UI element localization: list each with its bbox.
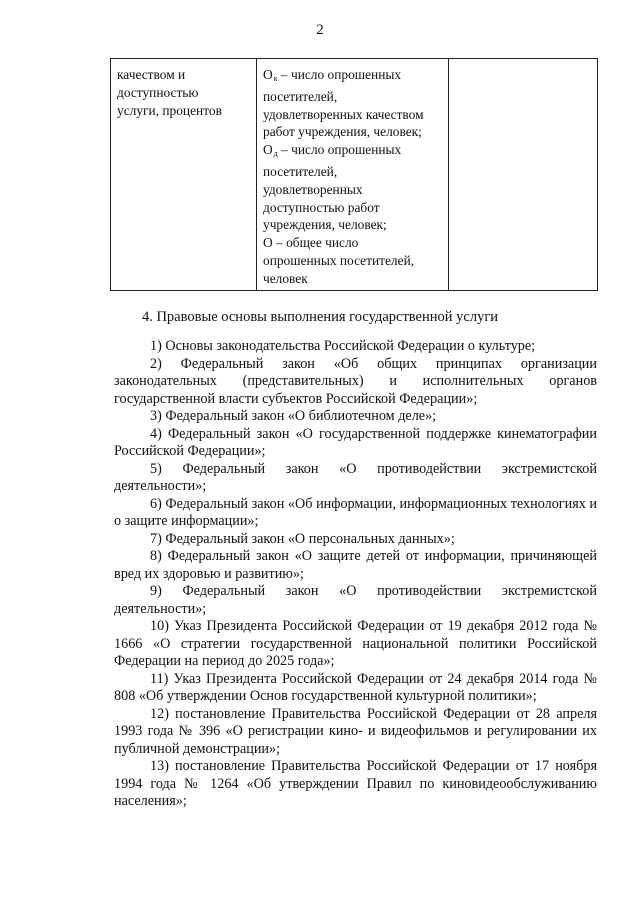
indicator-table xyxy=(110,58,598,291)
definition-text: – число опрошенных xyxy=(281,142,402,158)
symbol: О xyxy=(263,235,273,251)
symbol: О xyxy=(263,142,273,158)
definition-line: работ учреждения, человек; xyxy=(263,124,422,140)
definition-line: удовлетворенных качеством xyxy=(263,106,424,122)
definition-line xyxy=(263,234,443,252)
definition-line: опрошенных посетителей, xyxy=(263,252,415,268)
section-title: 4. Правовые основы выполнения государственной услуги xyxy=(141,309,499,325)
definition-ok xyxy=(263,66,443,141)
list-item: 8) Федеральный закон «О защите детей от информации, причиняющей вред их здоровью и развитию»; xyxy=(114,548,597,582)
indicator-name-cell xyxy=(111,59,257,291)
page-number: 2 xyxy=(316,22,324,38)
definition-od xyxy=(263,141,443,234)
list-item: 10) Указ Президента Российской Федерации от 19 декабря 2012 года № 1666 «О стратегии государственной национальной политики Российской Федерации на период до 2025 года»; xyxy=(114,618,597,669)
definition-line xyxy=(263,66,443,88)
formula-definitions-cell xyxy=(257,59,449,291)
symbol-subscript: д xyxy=(273,149,278,159)
symbol-subscript: к xyxy=(273,74,278,83)
definition-line: учреждения, человек; xyxy=(263,217,387,233)
definition-text: – общее число xyxy=(276,235,359,251)
legal-bases-list xyxy=(114,338,597,811)
list-item: 9) Федеральный закон «О противодействии экстремистской деятельности»; xyxy=(114,583,597,617)
definition-line: посетителей, xyxy=(263,88,338,104)
indicator-name-line: услуги, процентов xyxy=(117,102,222,118)
table-row xyxy=(111,59,598,291)
list-item: 1) Основы законодательства Российской Федерации о культуре; xyxy=(150,338,536,354)
indicator-name-line: качеством и xyxy=(117,67,186,82)
definition-line: доступностью работ xyxy=(263,199,380,215)
list-item: 13) постановление Правительства Российской Федерации от 17 ноября 1994 года № 1264 «Об утверждении Правил по киновидеообслуживанию населения»; xyxy=(114,758,597,809)
definition-line: посетителей, xyxy=(263,163,338,179)
list-item: 2) Федеральный закон «Об общих принципах организации законодательных (представительных) и исполнительных органов государственной власти субъектов Российской Федерации»; xyxy=(114,355,597,407)
definition-o xyxy=(263,234,443,287)
list-item: 4) Федеральный закон «О государственной поддержке кинематографии Российской Федерации»; xyxy=(114,425,597,459)
definition-line: человек xyxy=(263,270,308,286)
list-item: 3) Федеральный закон «О библиотечном деле»; xyxy=(150,408,437,424)
definition-line xyxy=(263,141,443,163)
definition-text: – число опрошенных xyxy=(280,67,402,82)
definition-line: удовлетворенных xyxy=(263,181,363,197)
list-item: 5) Федеральный закон «О противодействии экстремистской деятельности»; xyxy=(114,460,597,494)
list-item: 12) постановление Правительства Российской Федерации от 28 апреля 1993 года № 396 «О регистрации кино- и видеофильмов и регулировании их публичной демонстрации»; xyxy=(114,705,597,757)
list-item: 11) Указ Президента Российской Федерации от 24 декабря 2014 года № 808 «Об утверждении Основ государственной культурной политики»; xyxy=(114,670,597,704)
list-item: 7) Федеральный закон «О персональных данных»; xyxy=(150,530,455,547)
symbol: О xyxy=(263,67,273,82)
empty-cell xyxy=(449,59,598,291)
list-item: 6) Федеральный закон «Об информации, информационных технологиях и о защите информации»; xyxy=(114,495,597,529)
indicator-name-line: доступностью xyxy=(117,84,199,100)
